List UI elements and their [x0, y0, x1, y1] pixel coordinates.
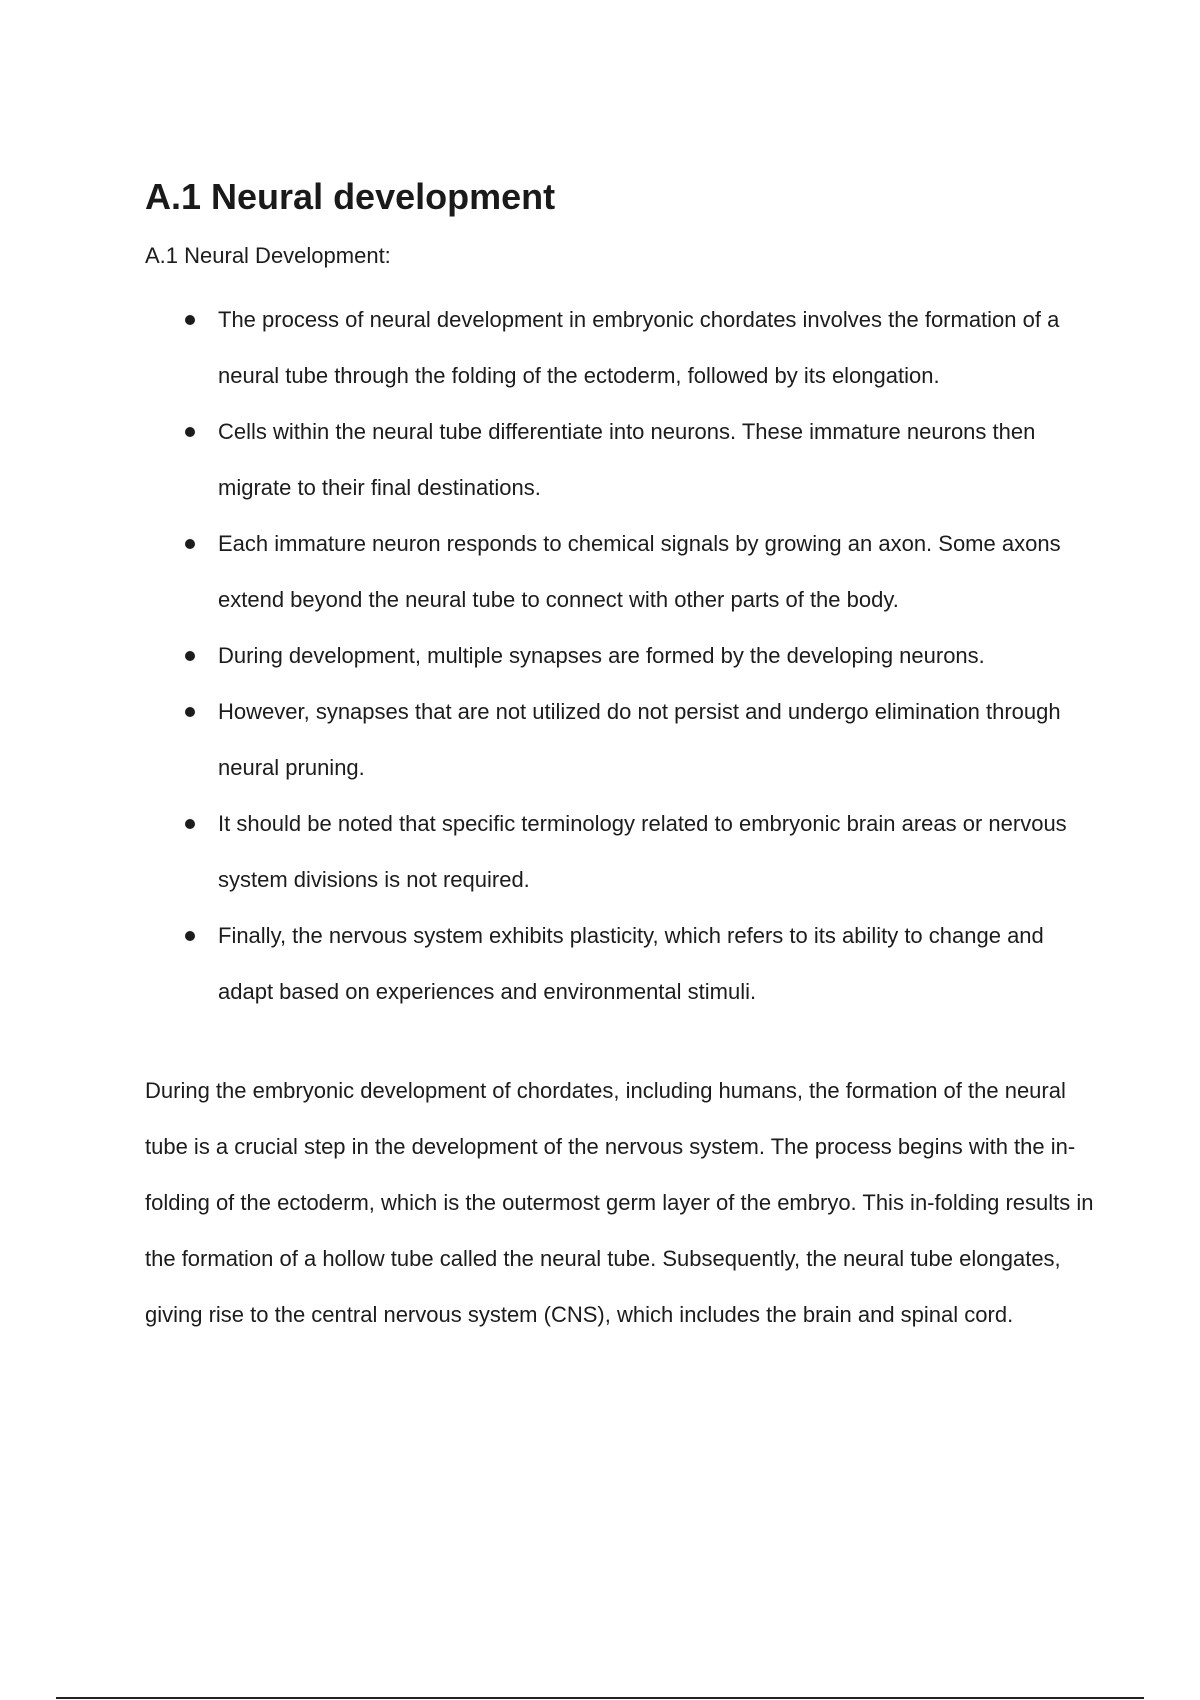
- footer-divider: [56, 1697, 1144, 1699]
- list-item: [145, 796, 1095, 908]
- bullet-icon: [185, 707, 195, 717]
- page-title: A.1 Neural development: [145, 176, 556, 217]
- list-item: [145, 292, 1095, 404]
- list-item: [145, 628, 1095, 684]
- list-item-text: During development, multiple synapses are formed by the developing neurons.: [218, 643, 985, 668]
- bullet-icon: [185, 931, 195, 941]
- bullet-icon: [185, 819, 195, 829]
- list-item-text: Cells within the neural tube differentiate into neurons. These immature neurons then migrate to their final destinations.: [218, 419, 1036, 500]
- list-item-text: However, synapses that are not utilized do not persist and undergo elimination through neural pruning.: [218, 699, 1061, 780]
- list-item: [145, 684, 1095, 796]
- list-item-text: The process of neural development in embryonic chordates involves the formation of a neural tube through the folding of the ectoderm, followed by its elongation.: [218, 307, 1060, 388]
- list-item-text: It should be noted that specific terminology related to embryonic brain areas or nervous system divisions is not required.: [218, 811, 1067, 892]
- bullet-icon: [185, 651, 195, 661]
- list-item: [145, 908, 1095, 1020]
- bullet-list: [145, 292, 1095, 1020]
- bullet-icon: [185, 315, 195, 325]
- list-item-text: Finally, the nervous system exhibits plasticity, which refers to its ability to change and adapt based on experiences and environmental stimuli.: [218, 923, 1044, 1004]
- body-paragraph: During the embryonic development of chordates, including humans, the formation of the neural tube is a crucial step in the development of the nervous system. The process begins with the in-folding of the ectoderm, which is the outermost germ layer of the embryo. This in-folding results in the formation of a hollow tube called the neural tube. Subsequently, the neural tube elongates, giving rise to the central nervous system (CNS), which includes the brain and spinal cord.: [145, 1078, 1094, 1327]
- bullet-icon: [185, 427, 195, 437]
- list-item-text: Each immature neuron responds to chemical signals by growing an axon. Some axons extend beyond the neural tube to connect with other parts of the body.: [218, 531, 1061, 612]
- bullet-icon: [185, 539, 195, 549]
- list-item: [145, 516, 1095, 628]
- list-item: [145, 404, 1095, 516]
- section-subtitle: A.1 Neural Development:: [145, 243, 391, 268]
